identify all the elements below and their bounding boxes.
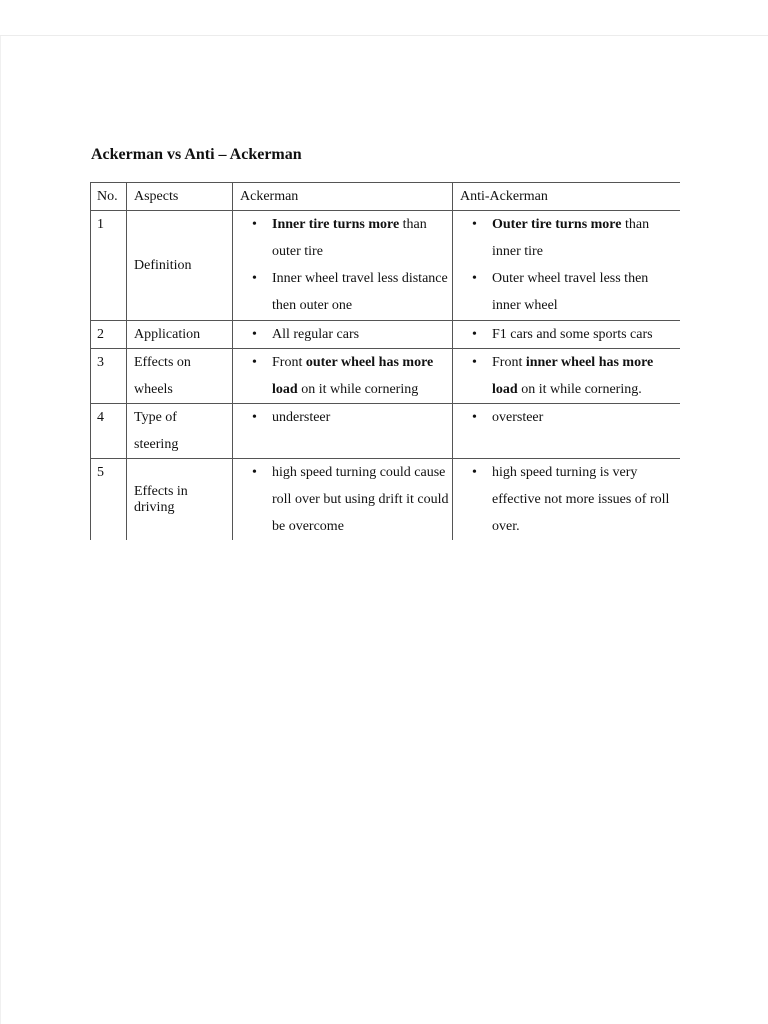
anti-ackerman-cell <box>453 349 681 404</box>
list-item <box>240 211 452 265</box>
row-number: 4 <box>91 404 127 459</box>
table-row <box>91 321 681 349</box>
list-item <box>460 265 680 319</box>
list-item <box>460 404 680 431</box>
text: Front <box>492 355 526 370</box>
list-item <box>240 404 452 431</box>
aspect-cell <box>127 349 233 404</box>
page-edge <box>0 35 768 36</box>
row-number: 1 <box>91 211 127 321</box>
aspect-label: Application <box>134 327 201 342</box>
list-item <box>240 265 452 319</box>
aspect-cell <box>127 211 233 321</box>
ackerman-cell <box>233 349 453 404</box>
header-aspects: Aspects <box>127 183 233 211</box>
aspect-cell <box>127 404 233 459</box>
text: Inner wheel travel less distance then outer one <box>272 271 448 313</box>
header-anti-ackerman: Anti-Ackerman <box>453 183 681 211</box>
header-no: No. <box>91 183 127 211</box>
row-number: 2 <box>91 321 127 349</box>
aspect-cell <box>127 321 233 349</box>
ackerman-cell <box>233 321 453 349</box>
bold-text: Inner tire turns more <box>272 217 400 232</box>
text: All regular cars <box>272 327 360 342</box>
text: on it while cornering. <box>517 382 642 397</box>
table-row <box>91 459 681 541</box>
anti-ackerman-cell <box>453 459 681 541</box>
text: Front <box>272 355 306 370</box>
anti-ackerman-cell <box>453 321 681 349</box>
text: F1 cars and some sports cars <box>492 327 653 342</box>
document-title: Ackerman vs Anti – Ackerman <box>91 146 302 163</box>
page-edge-left <box>0 36 1 1024</box>
text: than outer tire <box>272 217 427 259</box>
bold-text: Outer tire turns more <box>492 217 622 232</box>
table-row <box>91 349 681 404</box>
ackerman-cell <box>233 211 453 321</box>
text: Outer wheel travel less then inner wheel <box>492 271 649 313</box>
text: on it while cornering <box>297 382 419 397</box>
aspect-label-line1: Type of <box>134 410 177 425</box>
list-item <box>460 321 680 348</box>
list-item <box>240 321 452 348</box>
anti-ackerman-cell <box>453 211 681 321</box>
anti-ackerman-cell <box>453 404 681 459</box>
row-number: 3 <box>91 349 127 404</box>
table-row <box>91 211 681 321</box>
comparison-table-wrapper <box>90 182 680 540</box>
list-item <box>460 459 680 540</box>
aspect-cell <box>127 459 233 541</box>
row-number: 5 <box>91 459 127 541</box>
aspect-label-line2: steering <box>134 437 179 452</box>
list-item <box>460 349 680 403</box>
aspect-label-line2: wheels <box>134 382 173 397</box>
aspect-label-line1: Effects in <box>134 483 188 499</box>
table-row <box>91 404 681 459</box>
text: high speed turning could cause roll over but using drift it could be overcome <box>272 465 449 534</box>
bold-text: outer wheel has more load <box>272 355 434 397</box>
ackerman-cell <box>233 404 453 459</box>
text: than inner tire <box>492 217 650 259</box>
text: high speed turning is very effective not more issues of roll over. <box>492 465 670 534</box>
list-item <box>240 459 452 540</box>
aspect-label-line1: Effects on <box>134 355 191 370</box>
text: oversteer <box>492 410 544 425</box>
list-item <box>240 349 452 403</box>
aspect-label: Definition <box>134 258 192 273</box>
list-item <box>460 211 680 265</box>
comparison-table <box>90 182 680 540</box>
bold-text: inner wheel has more load <box>492 355 654 397</box>
aspect-label-line2: driving <box>134 499 175 515</box>
header-ackerman: Ackerman <box>233 183 453 211</box>
text: understeer <box>272 410 331 425</box>
ackerman-cell <box>233 459 453 541</box>
table-header-row <box>91 183 681 211</box>
